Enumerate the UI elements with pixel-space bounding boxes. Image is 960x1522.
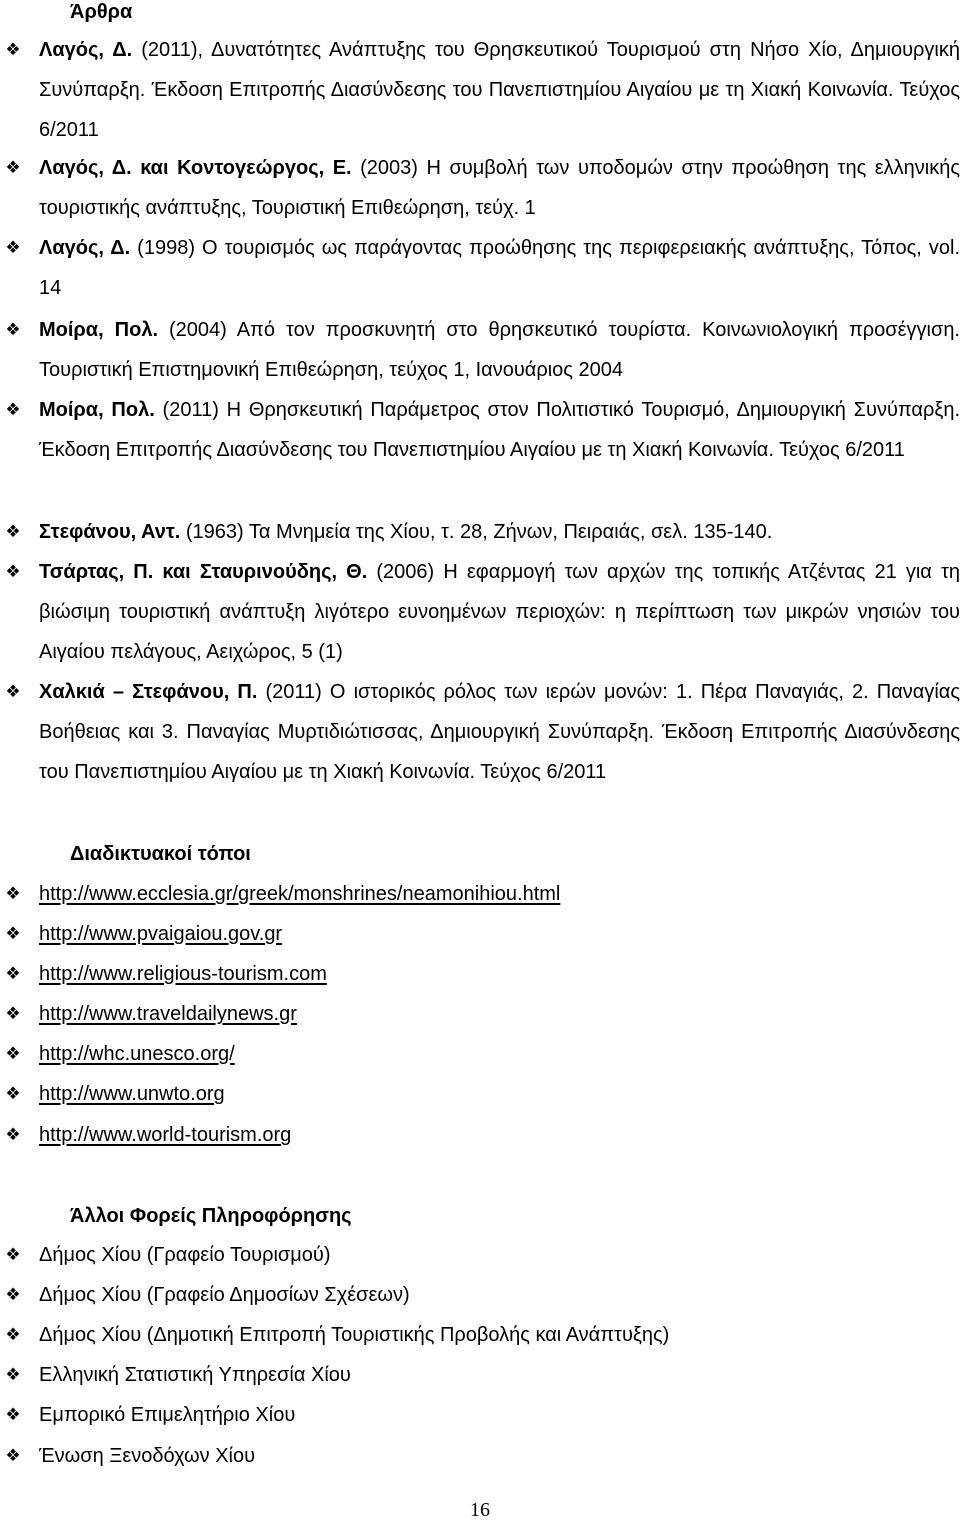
info-body-label: Δήμος Χίου (Γραφείο Δημοσίων Σχέσεων) [39, 1284, 410, 1306]
info-body-label: Δήμος Χίου (Γραφείο Τουρισμού) [39, 1244, 331, 1266]
diamond-bullet-icon: ❖ [5, 1004, 21, 1023]
article-text [39, 552, 960, 672]
diamond-bullet-icon: ❖ [5, 682, 21, 701]
diamond-bullet-icon: ❖ [5, 884, 21, 903]
others-heading: Άλλοι Φορείς Πληροφόρησης [70, 1205, 352, 1227]
article-entry [0, 310, 960, 390]
diamond-bullet-icon: ❖ [5, 1365, 21, 1384]
diamond-bullet-icon: ❖ [5, 1125, 21, 1144]
website-link[interactable]: http://whc.unesco.org/ [39, 1043, 235, 1065]
info-body-entry [0, 1235, 960, 1275]
info-body-entry [0, 1355, 960, 1395]
website-entry [0, 1115, 960, 1155]
article-citation: (2011) Ο ιστορικός ρόλος των ιερών μονών: 1. Πέρα Παναγιάς, 2. Παναγίας Βοήθειας και 3. Παναγίας Μυρτιδιώτισσας, Δημιουργική Συνύπαρξη. Έκδοση Επιτροπής Διασύνδεσης του Πανεπιστημίου Αιγαίου με τη Χιακή Κοινωνία. Τεύχος 6/2011 [39, 681, 960, 783]
article-author: Τσάρτας, Π. και Σταυρινούδης, Θ. [39, 561, 368, 583]
website-link[interactable]: http://www.traveldailynews.gr [39, 1003, 297, 1025]
diamond-bullet-icon: ❖ [5, 1245, 21, 1264]
diamond-bullet-icon: ❖ [5, 158, 21, 177]
article-author: Μοίρα, Πολ. [39, 399, 155, 421]
info-body-label: Ελληνική Στατιστική Υπηρεσία Χίου [39, 1364, 351, 1386]
website-entry [0, 874, 960, 914]
article-citation: (2011), Δυνατότητες Ανάπτυξης του Θρησκευτικού Τουρισμού στη Νήσο Χίο, Δημιουργική Συνύπαρξη. Έκδοση Επιτροπής Διασύνδεσης του Πανεπιστημίου Αιγαίου με τη Χιακή Κοινωνία. Τεύχος 6/2011 [39, 39, 960, 141]
article-text [39, 228, 960, 308]
website-link[interactable]: http://www.pvaigaiou.gov.gr [39, 923, 283, 945]
diamond-bullet-icon: ❖ [5, 320, 21, 339]
diamond-bullet-icon: ❖ [5, 562, 21, 581]
article-entry [0, 148, 960, 228]
page-number: 16 [470, 1499, 490, 1521]
article-entry [0, 512, 960, 552]
article-text [39, 672, 960, 792]
article-citation: (2004) Από τον προσκυνητή στο θρησκευτικό τουρίστα. Κοινωνιολογική προσέγγιση. Τουριστική Επιστημονική Επιθεώρηση, τεύχος 1, Ιανουάριος 2004 [39, 319, 960, 381]
diamond-bullet-icon: ❖ [5, 1084, 21, 1103]
article-citation: (2006) Η εφαρμογή των αρχών της τοπικής Ατζέντας 21 για τη βιώσιμη τουριστική ανάπτυξη λιγότερο ευνοημένων περιοχών: η περίπτωση των μικρών νησιών του Αιγαίου πελάγους, Αειχώρος, 5 (1) [39, 561, 960, 663]
diamond-bullet-icon: ❖ [5, 238, 21, 257]
article-author: Λαγός, Δ. και Κοντογεώργος, Ε. [39, 157, 352, 179]
article-text [39, 310, 960, 390]
websites-heading: Διαδικτυακοί τόποι [70, 843, 251, 865]
diamond-bullet-icon: ❖ [5, 1446, 21, 1465]
info-body-entry [0, 1315, 960, 1355]
info-body-label: Εμπορικό Επιμελητήριο Χίου [39, 1404, 296, 1426]
article-entry [0, 30, 960, 150]
diamond-bullet-icon: ❖ [5, 1325, 21, 1344]
article-text [39, 148, 960, 228]
website-entry [0, 994, 960, 1034]
article-author: Λαγός, Δ. [39, 39, 133, 61]
diamond-bullet-icon: ❖ [5, 1405, 21, 1424]
website-entry [0, 914, 960, 954]
info-body-entry [0, 1436, 960, 1476]
article-citation: (1998) Ο τουρισμός ως παράγοντας προώθησης της περιφερειακής ανάπτυξης, Τόπος, vol. 14 [39, 237, 960, 299]
info-body-entry [0, 1275, 960, 1315]
info-body-entry [0, 1395, 960, 1435]
article-citation: (2003) Η συμβολή των υποδομών στην προώθηση της ελληνικής τουριστικής ανάπτυξης, Τουριστική Επιθεώρηση, τεύχ. 1 [39, 157, 960, 219]
article-entry [0, 390, 960, 470]
article-author: Στεφάνου, Αντ. [39, 521, 181, 543]
diamond-bullet-icon: ❖ [5, 40, 21, 59]
diamond-bullet-icon: ❖ [5, 964, 21, 983]
diamond-bullet-icon: ❖ [5, 1285, 21, 1304]
article-citation: (1963) Τα Μνημεία της Χίου, τ. 28, Ζήνων, Πειραιάς, σελ. 135-140. [180, 521, 773, 543]
article-author: Χαλκιά – Στεφάνου, Π. [39, 681, 258, 703]
website-link[interactable]: http://www.unwto.org [39, 1083, 225, 1105]
info-body-label: Ένωση Ξενοδόχων Χίου [39, 1445, 256, 1467]
website-entry [0, 1074, 960, 1114]
diamond-bullet-icon: ❖ [5, 400, 21, 419]
article-entry [0, 552, 960, 672]
article-citation: (2011) Η Θρησκευτική Παράμετρος στον Πολιτιστικό Τουρισμό, Δημιουργική Συνύπαρξη. Έκδοση Επιτροπής Διασύνδεσης του Πανεπιστημίου Αιγαίου με τη Χιακή Κοινωνία. Τεύχος 6/2011 [39, 399, 960, 461]
website-link[interactable]: http://www.ecclesia.gr/greek/monshrines/neamonihiou.html [39, 883, 561, 905]
info-body-label: Δήμος Χίου (Δημοτική Επιτροπή Τουριστικής Προβολής και Ανάπτυξης) [39, 1324, 670, 1346]
article-text [39, 390, 960, 470]
article-text [39, 30, 960, 150]
article-author: Λαγός, Δ. [39, 237, 131, 259]
diamond-bullet-icon: ❖ [5, 1044, 21, 1063]
diamond-bullet-icon: ❖ [5, 924, 21, 943]
website-link[interactable]: http://www.world-tourism.org [39, 1124, 292, 1146]
diamond-bullet-icon: ❖ [5, 522, 21, 541]
article-entry [0, 672, 960, 792]
article-author: Μοίρα, Πολ. [39, 319, 158, 341]
website-link[interactable]: http://www.religious-tourism.com [39, 963, 327, 985]
article-entry [0, 228, 960, 308]
website-entry [0, 954, 960, 994]
article-text [39, 512, 960, 552]
website-entry [0, 1034, 960, 1074]
articles-heading: Άρθρα [70, 1, 133, 23]
